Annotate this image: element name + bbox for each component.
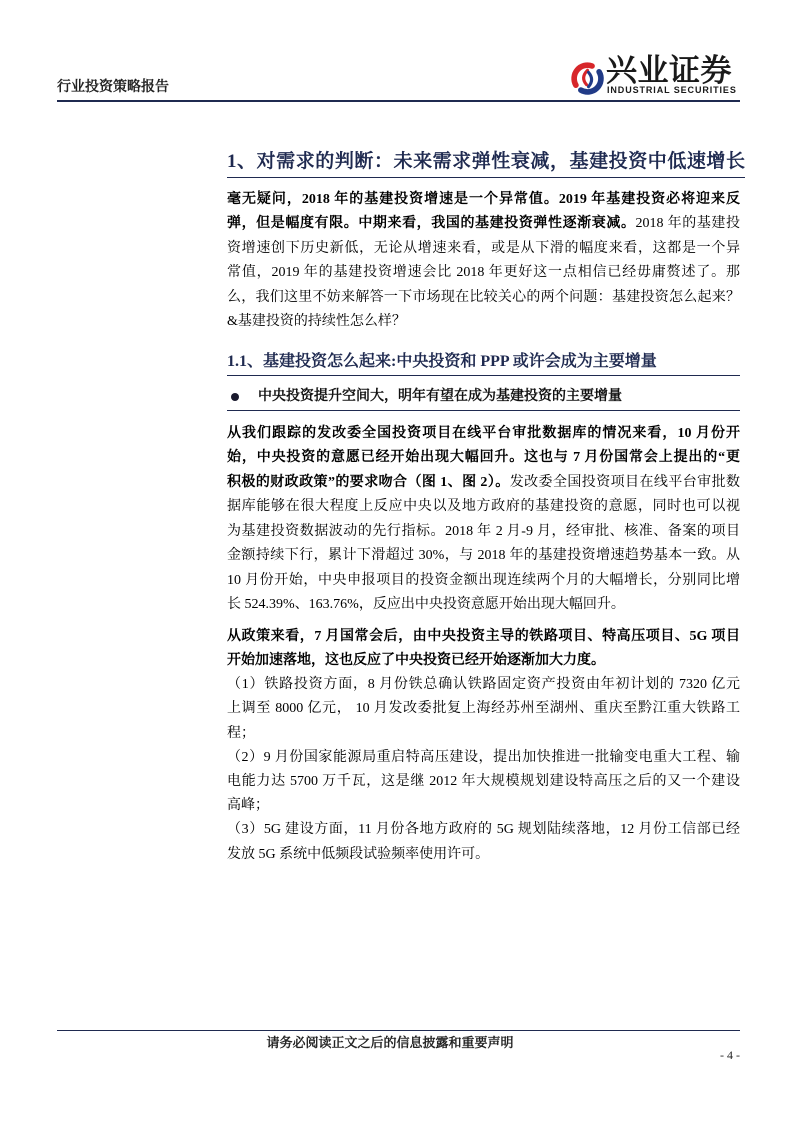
header-rule	[57, 100, 740, 102]
brand-name-english: INDUSTRIAL SECURITIES	[607, 85, 737, 95]
regular-text: 常值，2019 年的基建投资增速会比 2018 年更好这一点相信已经毋庸赘述了。那	[227, 265, 740, 281]
bold-text: 从我们跟踪的发改委全国投资项目在线平台审批数据库的情况来看，10 月份开	[227, 425, 740, 441]
subsection-title: 1.1、基建投资怎么起来:中央投资和 PPP 或许会成为主要增量	[227, 353, 657, 370]
industrial-securities-logo-icon	[570, 59, 605, 98]
bold-text: 开始加速落地，这也反应了中央投资已经开始逐渐加大力度。	[227, 653, 605, 669]
intro-paragraph	[227, 188, 740, 335]
bold-text: 毫无疑问，2018 年的基建投资增速是一个异常值。2019 年基建投资必将迎来反	[227, 191, 740, 207]
paragraph-line	[227, 593, 740, 618]
paragraph-line	[227, 495, 740, 520]
regular-text: 据库能够在很大程度上反应中央以及地方政府的基建投资的意愿，同时也可以视	[227, 499, 740, 515]
paragraph-line	[227, 673, 740, 697]
bullet-dot-icon	[231, 393, 239, 401]
paragraph-line	[227, 649, 740, 673]
regular-text: 为基建投资数据波动的先行指标。2018 年 2 月-9 月，经审批、核准、备案的项目	[227, 523, 740, 539]
paragraph-line	[227, 722, 740, 746]
regular-text: 发放 5G 系统中低频段试验频率使用许可。	[227, 846, 490, 862]
bullet-point-text: 中央投资提升空间大，明年有望在成为基建投资的主要增量	[258, 389, 622, 404]
section-title: 1、对需求的判断：未来需求弹性衰减，基建投资中低速增长	[227, 151, 745, 172]
paragraph-line	[227, 794, 740, 818]
regular-text: &基建投资的持续性怎么样？	[227, 314, 406, 330]
intro-line	[227, 286, 740, 311]
policy-paragraph	[227, 625, 740, 867]
intro-line	[227, 261, 740, 286]
regular-text: 长 524.39%、163.76%，反应出中央投资意愿开始出现大幅回升。	[227, 597, 625, 613]
central-investment-paragraph	[227, 422, 740, 618]
bullet-rule	[227, 410, 740, 411]
intro-line	[227, 188, 740, 213]
subsection-title-rule	[227, 375, 740, 376]
paragraph-line	[227, 770, 740, 794]
paragraph-line	[227, 520, 740, 545]
paragraph-line	[227, 471, 740, 496]
regular-text: 发改委全国投资项目在线平台审批数	[509, 474, 741, 490]
paragraph-line	[227, 422, 740, 447]
report-type-label: 行业投资策略报告	[57, 80, 169, 95]
paragraph-line	[227, 843, 740, 867]
paragraph-line	[227, 625, 740, 649]
regular-text: 2018 年的基建投	[635, 216, 741, 232]
paragraph-line	[227, 569, 740, 594]
footer-rule	[57, 1030, 740, 1031]
disclaimer-notice: 请务必阅读正文之后的信息披露和重要声明	[266, 1035, 514, 1050]
bold-text: 弹，但是幅度有限。中期来看，我国的基建投资弹性逐渐衰减。	[227, 216, 636, 232]
paragraph-line	[227, 446, 740, 471]
bold-text: 积极的财政政策”的要求吻合（图 1、图 2）。	[227, 474, 510, 490]
intro-line	[227, 212, 740, 237]
regular-text: 10 月份开始，中央申报项目的投资金额出现连续两个月的大幅增长，分别同比增	[227, 572, 740, 588]
bold-text: 始，中央投资的意愿已经开始出现大幅回升。这也与 7 月份国常会上提出的“更	[227, 450, 740, 466]
intro-line	[227, 237, 740, 262]
page-number: - 4 -	[720, 1048, 740, 1062]
intro-line	[227, 310, 740, 335]
paragraph-line	[227, 697, 740, 721]
regular-text: （2）9 月份国家能源局重启特高压建设，提出加快推进一批输变电重大工程、输	[227, 749, 740, 765]
regular-text: （1）铁路投资方面，8 月份铁总确认铁路固定资产投资由年初计划的 7320 亿元	[227, 677, 740, 693]
paragraph-line	[227, 746, 740, 770]
regular-text: （3）5G 建设方面，11 月份各地方政府的 5G 规划陆续落地，12 月份工信部已经	[227, 822, 740, 838]
bold-text: 从政策来看，7 月国常会后，由中央投资主导的铁路项目、特高压项目、5G 项目	[227, 628, 740, 644]
paragraph-line	[227, 818, 740, 842]
regular-text: 电能力达 5700 万千瓦，这是继 2012 年大规模规划建设特高压之后的又一个建设	[227, 774, 740, 790]
regular-text: 金额持续下行，累计下滑超过 30%，与 2018 年的基建投资增速趋势基本一致。从	[227, 548, 740, 564]
regular-text: 资增速创下历史新低，无论从增速来看，或是从下滑的幅度来看，这都是一个异	[227, 240, 740, 256]
regular-text: 高峰；	[227, 798, 269, 814]
section-title-rule	[227, 177, 745, 178]
brand-name-chinese: 兴业证券	[606, 53, 732, 88]
regular-text: 程；	[227, 725, 255, 741]
regular-text: 么，我们这里不妨来解答一下市场现在比较关心的两个问题：基建投资怎么起来？	[227, 289, 740, 305]
regular-text: 上调至 8000 亿元， 10 月发改委批复上海经苏州至湖州、重庆至黔江重大铁路工	[227, 701, 740, 717]
paragraph-line	[227, 544, 740, 569]
